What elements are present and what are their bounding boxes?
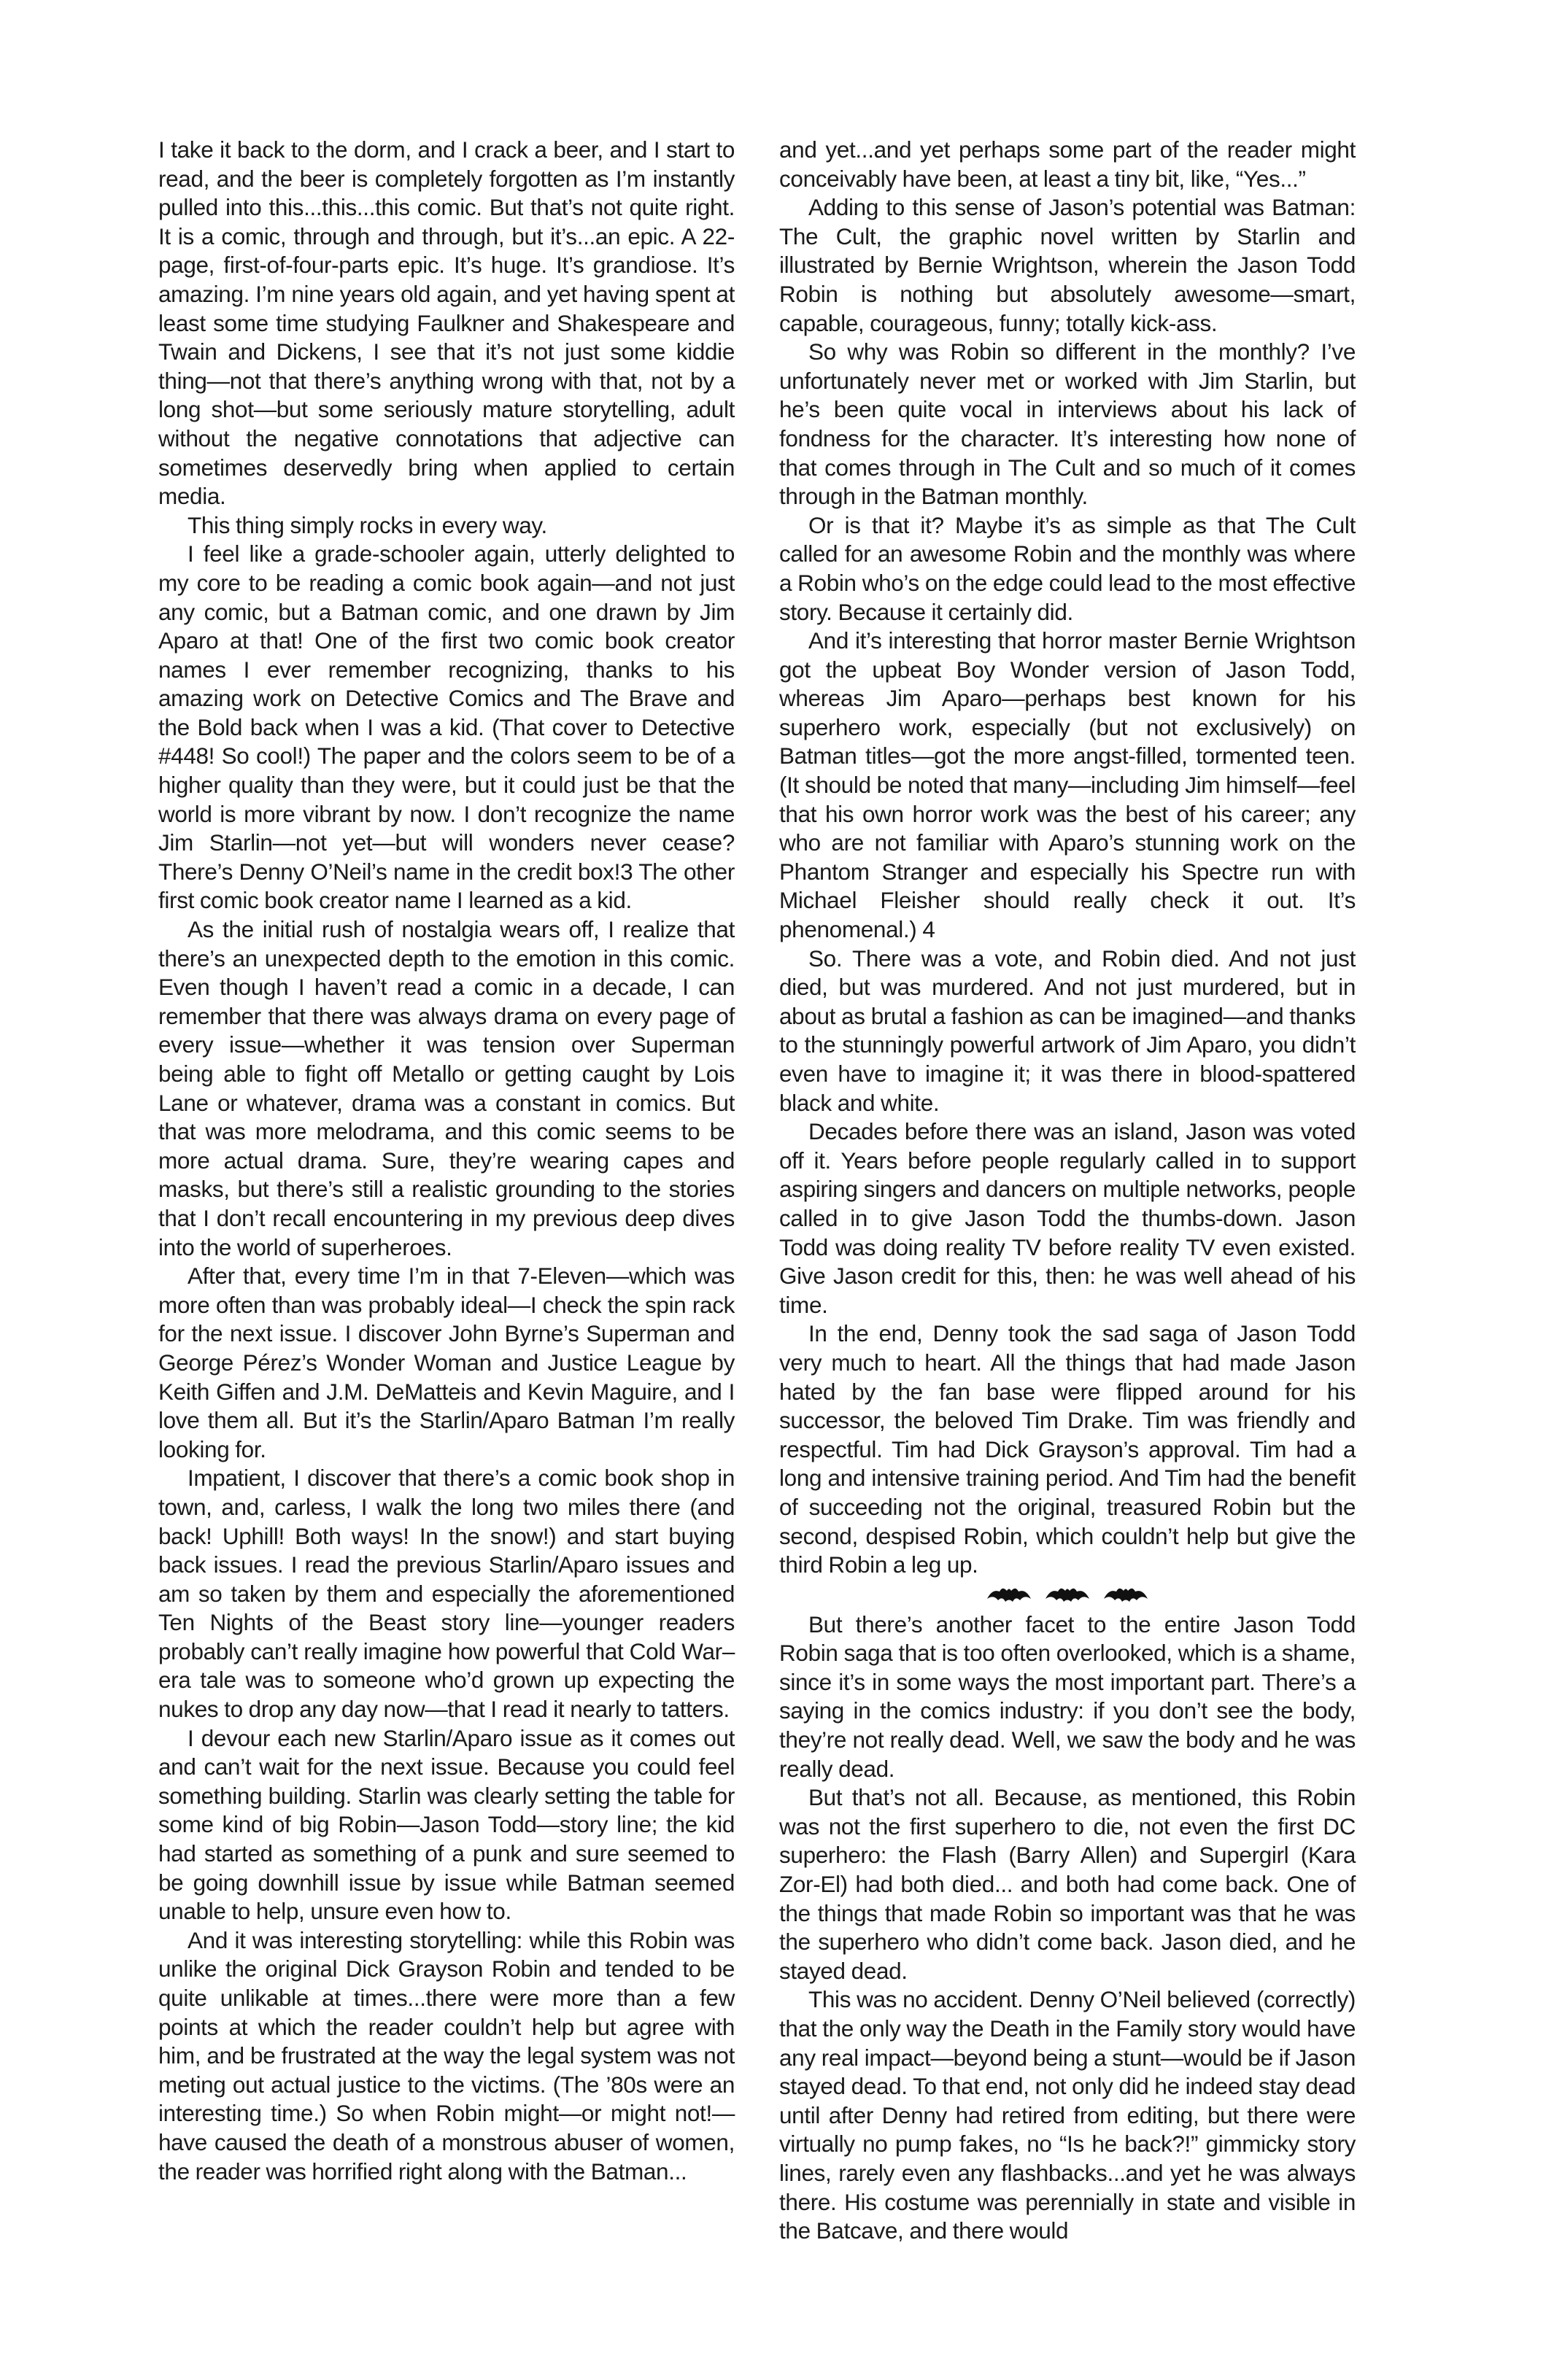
- paragraph: Decades before there was an island, Jason was voted off it. Years before people regularly called in to support aspiring singers and dancers on multiple networks, people called in to give Jason Todd the thumbs-down. Jason Todd was doing reality TV before reality TV even existed. Give Jason credit for this, then: he was well ahead of his time.: [779, 1118, 1356, 1318]
- paragraph: I feel like a grade-schooler again, utterly delighted to my core to be reading a comic book again—and not just any comic, but a Batman comic, and one drawn by Jim Aparo at that! One of the first two comic book creator names I ever remember recognizing, thanks to his amazing work on Detective Comics and The Brave and the Bold back when I was a kid. (That cover to Detective #448! So cool!) The paper and the colors seem to be of a higher quality than they were, but it could just be that the world is more vibrant by now. I don’t recognize the name Jim Starlin—not yet—but will wonders never cease? There’s Denny O’Neil’s name in the credit box!3 The other first comic book creator name I learned as a kid.: [158, 540, 735, 914]
- paragraph: So. There was a vote, and Robin died. And not just died, but was murdered. And not just murdered, but in about as brutal a fashion as can be imagined—and thanks to the stunningly powerful artwork of Jim Aparo, you didn’t even have to imagine it; it was there in blood-spattered black and white.: [779, 945, 1356, 1116]
- paragraph: Adding to this sense of Jason’s potential was Batman: The Cult, the graphic novel written by Starlin and illustrated by Bernie Wrightson, wherein the Jason Todd Robin is nothing but absolutely awesome—smart, capable, courageous, funny; totally kick-ass.: [779, 194, 1356, 336]
- paragraph: And it’s interesting that horror master Bernie Wrightson got the upbeat Boy Wonder version of Jason Todd, whereas Jim Aparo—perhaps best known for his superhero work, especially (but not exclusively) on Batman titles—got the more angst-filled, tormented teen. (It should be noted that many—including Jim himself—feel that his own horror work was the best of his career; any who are not familiar with Aparo’s stunning work on the Phantom Stranger and especially his Spectre run with Michael Fleisher should really check it out. It’s phenomenal.) 4: [779, 627, 1356, 943]
- paragraph: And it was interesting storytelling: while this Robin was unlike the original Dick Grayson Robin and tended to be quite unlikable at times...there were more than a few points at which the reader couldn’t help but agree with him, and be frustrated at the way the legal system was not meting out actual justice to the victims. (The ’80s were an interesting time.) So when Robin might—or might not!—have caused the death of a monstrous abuser of women, the reader was horrified right along with the Batman...: [158, 1926, 735, 2185]
- paragraph: Or is that it? Maybe it’s as simple as that The Cult called for an awesome Robin and the monthly was where a Robin who’s on the edge could lead to the most effective story. Because it certainly did.: [779, 511, 1356, 625]
- bat-ornament-icon: [986, 1584, 1032, 1606]
- paragraph: So why was Robin so different in the monthly? I’ve unfortunately never met or worked with Jim Starlin, but he’s been quite vocal in interviews about his lack of fondness for the character. It’s interesting how none of that comes through in The Cult and so much of it comes through in the Batman monthly.: [779, 338, 1356, 510]
- paragraph: Impatient, I discover that there’s a comic book shop in town, and, carless, I walk the long two miles there (and back! Uphill! Both ways! In the snow!) and start buying back issues. I read the previous Starlin/Aparo issues and am so taken by them and especially the aforementioned Ten Nights of the Beast story line—younger readers probably can’t really imagine how powerful that Cold War–era tale was to someone who’d grown up expecting the nukes to drop any day now—that I read it nearly to tatters.: [158, 1465, 735, 1723]
- paragraph: This was no accident. Denny O’Neil believed (correctly) that the only way the Death in the Family story would have any real impact—beyond being a stunt—would be if Jason stayed dead. To that end, not only did he indeed stay dead until after Denny had retired from editing, but there were virtually no pump fakes, no “Is he back?!” gimmicky story lines, rarely even any flashbacks...and yet he was always there. His costume was perennially in state and visible in the Batcave, and there would: [779, 1986, 1356, 2244]
- section-divider: [779, 1580, 1356, 1610]
- paragraph: I take it back to the dorm, and I crack a beer, and I start to read, and the beer is completely forgotten as I’m instantly pulled into this...this...this comic. But that’s not quite right. It is a comic, through and through, but it’s...an epic. A 22-page, first-of-four-parts epic. It’s huge. It’s grandiose. It’s amazing. I’m nine years old again, and yet having spent at least some time studying Faulkner and Shakespeare and Twain and Dickens, I see that it’s not just some kiddie thing—not that there’s anything wrong with that, not by a long shot—but some seriously mature storytelling, adult without the negative connotations that adjective can sometimes deservedly bring when applied to certain media.: [158, 136, 735, 510]
- paragraph: This thing simply rocks in every way.: [188, 511, 547, 538]
- paragraph: As the initial rush of nostalgia wears off, I realize that there’s an unexpected depth to the emotion in this comic. Even though I haven’t read a comic in a decade, I can remember that there was always drama on every page of every issue—whether it was tension over Superman being able to fight off Metallo or getting caught by Lois Lane or whatever, drama was a constant in comics. But that was more melodrama, and this comic seems to be more actual drama. Sure, they’re wearing capes and masks, but there’s still a realistic grounding to the stories that I don’t recall encountering in my previous deep dives into the world of superheroes.: [158, 916, 735, 1260]
- paragraph: After that, every time I’m in that 7-Eleven—which was more often than was probably ideal—I check the spin rack for the next issue. I discover John Byrne’s Superman and George Pérez’s Wonder Woman and Justice League by Keith Giffen and J.M. DeMatteis and Kevin Maguire, and I love them all. But it’s the Starlin/Aparo Batman I’m really looking for.: [158, 1263, 735, 1462]
- bat-ornament-icon: [1045, 1584, 1090, 1606]
- paragraph: But that’s not all. Because, as mentioned, this Robin was not the first superhero to die, not even the first DC superhero: the Flash (Barry Allen) and Supergirl (Kara Zor-El) had both died... and both had come back. One of the things that made Robin so important was that he was the superhero who didn’t come back. Jason died, and he stayed dead.: [779, 1784, 1356, 1984]
- paragraph: But there’s another facet to the entire Jason Todd Robin saga that is too often overlooked, which is a shame, since it’s in some ways the most important part. There’s a saying in the comics industry: if you don’t see the body, they’re not really dead. Well, we saw the body and he was really dead.: [779, 1610, 1356, 1782]
- bat-ornament-icon: [1103, 1584, 1148, 1606]
- right-column: [779, 136, 1356, 2246]
- left-column: [158, 136, 735, 2186]
- paragraph: I devour each new Starlin/Aparo issue as it comes out and can’t wait for the next issue. Because you could feel something building. Starlin was clearly setting the table for some kind of big Robin—Jason Todd—story line; the kid had started as something of a punk and sure seemed to be going downhill issue by issue while Batman seemed unable to help, unsure even how to.: [158, 1724, 735, 1925]
- paragraph: In the end, Denny took the sad saga of Jason Todd very much to heart. All the things that had made Jason hated by the fan base were flipped around for his successor, the beloved Tim Drake. Tim was friendly and respectful. Tim had Dick Grayson’s approval. Tim had a long and intensive training period. And Tim had the benefit of succeeding not the original, treasured Robin but the second, despised Robin, which couldn’t help but give the third Robin a leg up.: [779, 1320, 1356, 1578]
- paragraph: and yet...and yet perhaps some part of the reader might conceivably have been, at least a tiny bit, like, “Yes...”: [779, 136, 1356, 192]
